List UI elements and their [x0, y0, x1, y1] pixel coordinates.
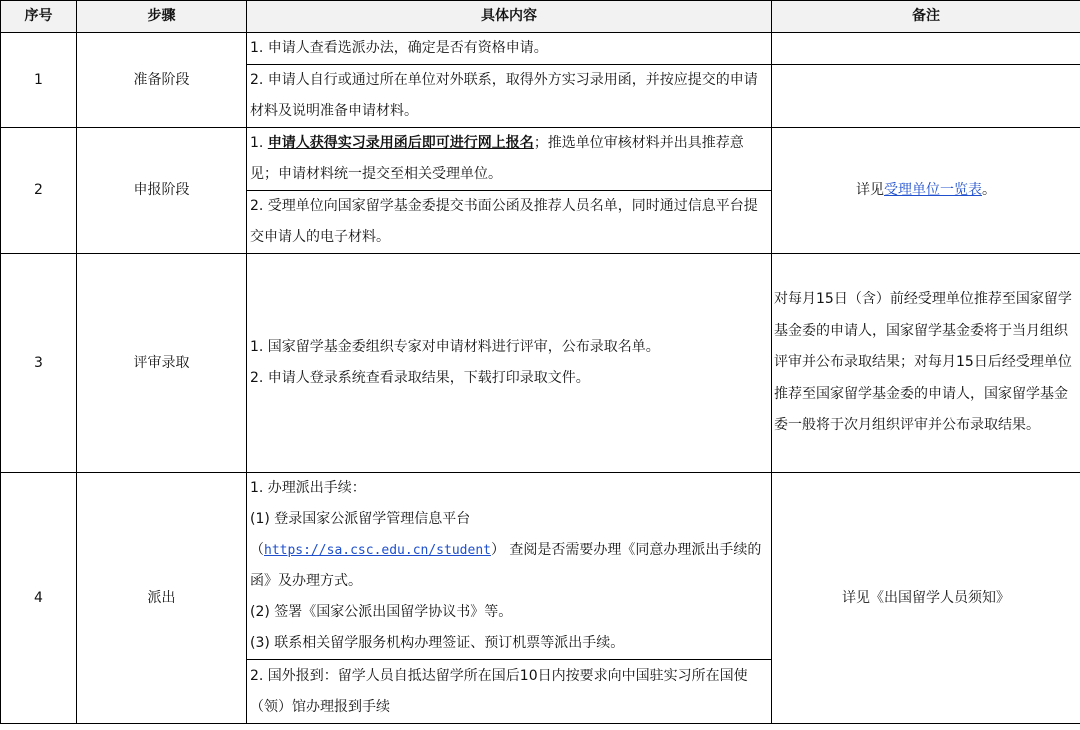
content-cell — [247, 254, 772, 473]
note-cell: 对每月15日（含）前经受理单位推荐至国家留学基金委的申请人，国家留学基金委将于当月组织评审并公布录取结果；对每月15日后经受理单位推荐至国家留学基金委的申请人，国家留学基金委一般将于次月组织评审并公布录取结果。 — [772, 254, 1080, 473]
note-prefix: 详见 — [856, 182, 884, 198]
content-cell — [247, 473, 772, 660]
header-num: 序号 — [1, 1, 77, 33]
acceptance-units-link[interactable]: 受理单位一览表 — [884, 182, 982, 198]
note-cell-empty — [772, 33, 1080, 65]
content-item: 2. 申请人登录系统查看录取结果，下载打印录取文件。 — [250, 370, 590, 386]
content-subitem-open: （ — [250, 542, 264, 558]
content-item: 2. 国外报到：留学人员自抵达留学所在国后10日内按要求向中国驻实习所在国使（领）馆办理报到手续 — [247, 660, 772, 724]
table-row — [1, 33, 1080, 65]
row-num: 3 — [1, 254, 77, 473]
row-step: 派出 — [77, 473, 247, 724]
row-num: 4 — [1, 473, 77, 724]
content-item: 1. 申请人查看选派办法，确定是否有资格申请。 — [247, 33, 772, 65]
content-subitem: (1) 登录国家公派留学管理信息平台 — [250, 511, 471, 527]
content-item: 2. 受理单位向国家留学基金委提交书面公函及推荐人员名单，同时通过信息平台提交申请人的电子材料。 — [247, 191, 772, 254]
note-cell — [772, 128, 1080, 254]
csc-platform-link[interactable]: https://sa.csc.edu.cn/student — [264, 543, 491, 558]
note-cell-empty — [772, 65, 1080, 128]
row-num: 2 — [1, 128, 77, 254]
row-step: 准备阶段 — [77, 33, 247, 128]
header-content: 具体内容 — [247, 1, 772, 33]
content-subitem: (2) 签署《国家公派出国留学协议书》等。 — [250, 604, 513, 620]
header-row — [1, 1, 1080, 33]
content-item: 1. 办理派出手续： — [250, 480, 366, 496]
header-step: 步骤 — [77, 1, 247, 33]
note-suffix: 。 — [982, 182, 996, 198]
item-rest: ；推选单位审核材料并出具推荐意见；申请材料统一提交至相关受理单位。 — [250, 135, 744, 182]
online-application-emphasis: 申请人获得实习录用函后即可进行网上报名 — [267, 135, 534, 151]
row-step: 申报阶段 — [77, 128, 247, 254]
table-row — [1, 128, 1080, 191]
content-subitem-rest: ） 查阅是否需要办理《同意办理派出手续的函》及办理方式。 — [250, 542, 762, 589]
content-item: 1. 国家留学基金委组织专家对申请材料进行评审，公布录取名单。 — [250, 339, 660, 355]
row-num: 1 — [1, 33, 77, 128]
note-cell: 详见《出国留学人员须知》 — [772, 473, 1080, 724]
content-item: 2. 申请人自行或通过所在单位对外联系，取得外方实习录用函，并按应提交的申请材料及说明准备申请材料。 — [247, 65, 772, 128]
table-row — [1, 473, 1080, 660]
content-item — [247, 128, 772, 191]
row-step: 评审录取 — [77, 254, 247, 473]
header-note: 备注 — [772, 1, 1080, 33]
content-subitem: (3) 联系相关留学服务机构办理签证、预订机票等派出手续。 — [250, 635, 625, 651]
item-prefix: 1. — [250, 135, 268, 151]
table-row — [1, 254, 1080, 473]
